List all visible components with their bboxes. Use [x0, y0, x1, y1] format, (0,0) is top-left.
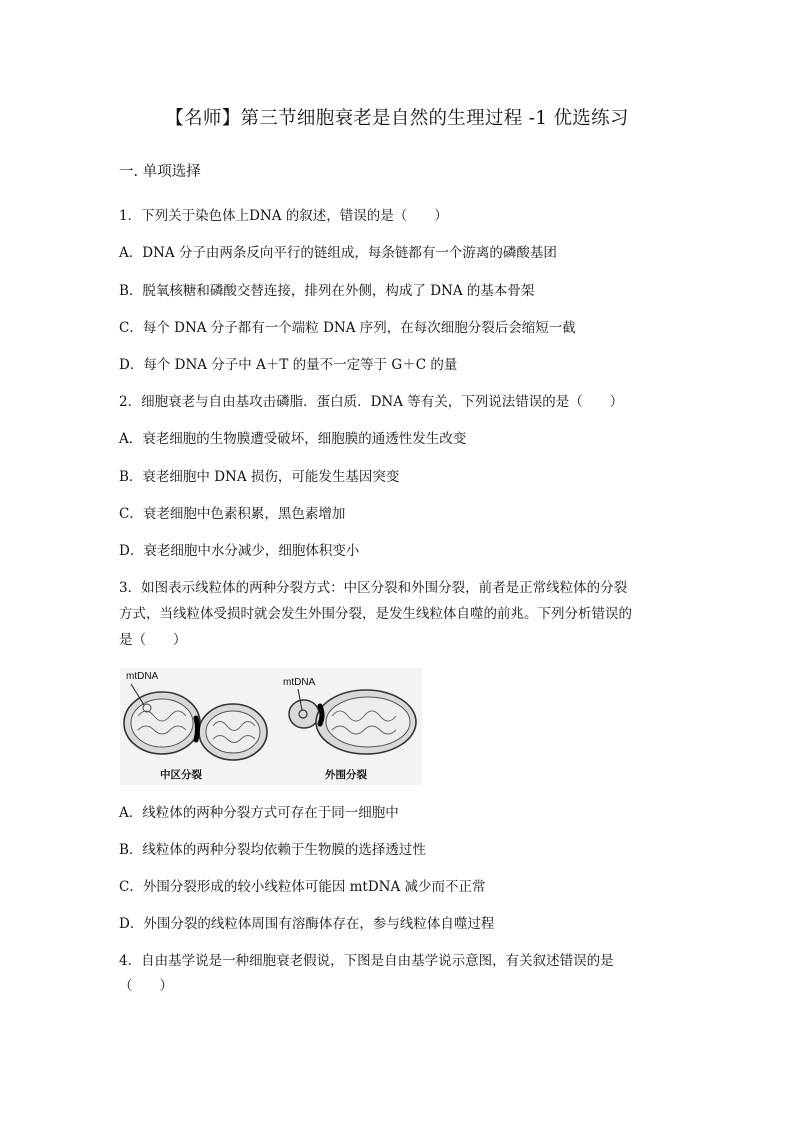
- question-3-option-b: B．线粒体的两种分裂均依赖于生物膜的选择透过性: [119, 842, 426, 858]
- question-1-option-c: C．每个 DNA 分子都有一个端粒 DNA 序列，在每次细胞分裂后会缩短一截: [119, 320, 576, 336]
- question-3-option-a: A．线粒体的两种分裂方式可存在于同一细胞中: [119, 805, 399, 821]
- right-mtdna-label: mtDNA: [283, 677, 316, 688]
- question-4-stem-line-2: （ ）: [119, 978, 173, 994]
- peripheral-division-caption: 外围分裂: [325, 769, 367, 781]
- mitochondria-division-figure: [120, 668, 422, 785]
- question-1-option-b: B．脱氧核糖和磷酸交替连接，排列在外侧，构成了 DNA 的基本骨架: [119, 283, 535, 299]
- question-2-option-d: D．衰老细胞中水分减少，细胞体积变小: [119, 543, 360, 559]
- question-3-option-d: D．外围分裂的线粒体周围有溶酶体存在，参与线粒体自噬过程: [119, 916, 495, 932]
- question-4-stem-line-1: 4．自由基学说是一种细胞衰老假说，下图是自由基学说示意图，有关叙述错误的是: [119, 953, 614, 969]
- question-2-option-b: B．衰老细胞中 DNA 损伤，可能发生基因突变: [119, 469, 400, 485]
- document-title: 【名师】第三节细胞衰老是自然的生理过程 -1 优选练习: [165, 108, 629, 129]
- question-1-stem: 1．下列关于染色体上DNA 的叙述，错误的是（ ）: [119, 208, 448, 224]
- question-3-option-c: C．外围分裂形成的较小线粒体可能因 mtDNA 减少而不正常: [119, 879, 486, 895]
- question-1-option-d: D．每个 DNA 分子中 A＋T 的量不一定等于 G＋C 的量: [119, 357, 458, 373]
- right-division-ring: [320, 706, 322, 724]
- left-mtdna-label: mtDNA: [126, 671, 159, 682]
- question-3-stem-line-3: 是（ ）: [119, 632, 187, 648]
- question-3-stem-line-1: 3．如图表示线粒体的两种分裂方式：中区分裂和外围分裂，前者是正常线粒体的分裂: [119, 580, 628, 596]
- question-2-option-c: C．衰老细胞中色素积累，黑色素增加: [119, 506, 346, 522]
- medial-division-caption: 中区分裂: [160, 769, 202, 781]
- section-heading: 一. 单项选择: [119, 164, 201, 180]
- question-3-stem-line-2: 方式，当线粒体受损时就会发生外围分裂，是发生线粒体自噬的前兆。下列分析错误的: [119, 606, 632, 622]
- question-2-stem: 2．细胞衰老与自由基攻击磷脂．蛋白质．DNA 等有关，下列说法错误的是（ ）: [119, 394, 624, 410]
- question-2-option-a: A．衰老细胞的生物膜遭受破坏，细胞膜的通透性发生改变: [119, 431, 467, 447]
- question-1-option-a: A．DNA 分子由两条反向平行的链组成，每条链都有一个游离的磷酸基团: [119, 245, 557, 261]
- left-division-ring: [196, 718, 198, 740]
